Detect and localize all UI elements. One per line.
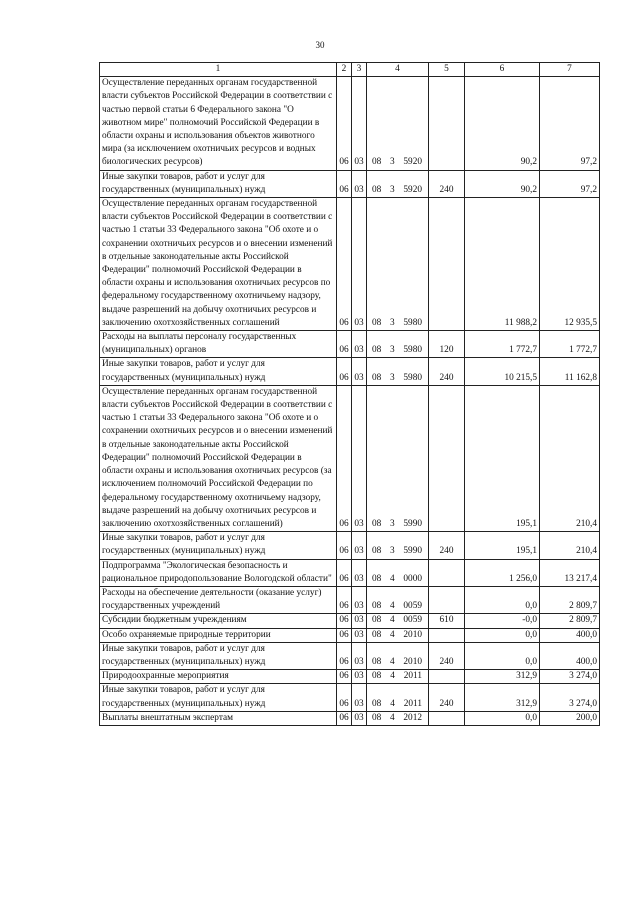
- budget-table: [99, 62, 600, 726]
- row-description: Осуществление переданных органам государственной власти субъектов Российской Федерации в соответствии с частью 1 статьи 33 Федерального закона "Об охоте и о сохранении охотничьих ресурсов и о внесении изменений в отдельные законодательные акты Российской Федерации" полномочий Российской Федерации в области охраны и использования охотничьих ресурсов (за исключением полномочий Российской Федерации по федеральному государственному охотничьему надзору, выдаче разрешений на добычу охотничьих ресурсов и заключению охотхозяйственных соглашений): [100, 385, 337, 531]
- row-amount-col7: 13 217,4: [540, 559, 600, 586]
- row-expense-type: [429, 385, 465, 531]
- row-expense-type: 240: [429, 642, 465, 669]
- row-amount-col6: 1 772,7: [465, 331, 540, 358]
- row-code-direction: 2012: [403, 712, 422, 723]
- row-code-col4: [367, 532, 429, 559]
- row-code-subprogram: 4: [390, 601, 395, 612]
- table-row: [100, 684, 600, 711]
- row-description: Иные закупки товаров, работ и услуг для государственных (муниципальных) нужд: [100, 532, 337, 559]
- table-row: [100, 331, 600, 358]
- row-amount-col7: 2 809,7: [540, 614, 600, 628]
- row-code-direction: 5980: [403, 345, 422, 356]
- row-amount-col6: 0,0: [465, 586, 540, 613]
- row-code-col3: 03: [352, 358, 367, 385]
- row-expense-type: 240: [429, 532, 465, 559]
- row-amount-col6: 195,1: [465, 532, 540, 559]
- row-code-col3: 03: [352, 684, 367, 711]
- row-code-program: 08: [372, 671, 382, 682]
- row-code-direction: 5980: [403, 372, 422, 383]
- row-code-col4: [367, 77, 429, 170]
- row-amount-col6: 0,0: [465, 711, 540, 725]
- row-code-col2: 06: [337, 642, 352, 669]
- row-code-col4: [367, 586, 429, 613]
- row-code-subprogram: 3: [390, 317, 395, 328]
- header-col-2: 2: [337, 63, 352, 77]
- row-expense-type: [429, 628, 465, 642]
- row-code-col4: [367, 711, 429, 725]
- row-expense-type: [429, 670, 465, 684]
- row-code-col3: 03: [352, 198, 367, 331]
- row-code-subprogram: 3: [390, 518, 395, 529]
- row-code-program: 08: [372, 184, 382, 195]
- row-code-col4: [367, 198, 429, 331]
- row-code-direction: 2011: [403, 671, 422, 682]
- row-description: Особо охраняемые природные территории: [100, 628, 337, 642]
- row-code-col2: 06: [337, 711, 352, 725]
- row-description: Осуществление переданных органам государственной власти субъектов Российской Федерации в соответствии с частью 1 статьи 33 Федерального закона "Об охоте и о сохранении охотничьих ресурсов и о внесении изменений в отдельные законодательные акты Российской Федерации" полномочий Российской Федерации в области охраны и использования охотничьих ресурсов по федеральному государственному охотничьему надзору, выдаче разрешений на добычу охотничьих ресурсов и заключению охотхозяйственных соглашений: [100, 198, 337, 331]
- header-col-4: 4: [367, 63, 429, 77]
- row-code-col3: 03: [352, 628, 367, 642]
- row-code-col4: [367, 670, 429, 684]
- row-code-col2: 06: [337, 331, 352, 358]
- row-expense-type: [429, 198, 465, 331]
- table-row: [100, 614, 600, 628]
- row-expense-type: [429, 586, 465, 613]
- row-amount-col7: 210,4: [540, 385, 600, 531]
- row-code-col3: 03: [352, 532, 367, 559]
- row-amount-col6: 0,0: [465, 628, 540, 642]
- row-amount-col7: 12 935,5: [540, 198, 600, 331]
- row-code-program: 08: [372, 601, 382, 612]
- row-code-col4: [367, 331, 429, 358]
- table-row: [100, 358, 600, 385]
- row-amount-col6: 0,0: [465, 642, 540, 669]
- table-row: [100, 586, 600, 613]
- row-code-col2: 06: [337, 198, 352, 331]
- row-code-subprogram: 4: [390, 573, 395, 584]
- row-amount-col6: -0,0: [465, 614, 540, 628]
- row-code-program: 08: [372, 345, 382, 356]
- row-description: Осуществление переданных органам государственной власти субъектов Российской Федерации в соответствии с частью первой статьи 6 Федерального закона "О животном мире" полномочий Российской Федерации в области охраны и использования объектов животного мира (за исключением охотничьих ресурсов и водных биологических ресурсов): [100, 77, 337, 170]
- row-amount-col6: 195,1: [465, 385, 540, 531]
- row-code-direction: 2010: [403, 629, 422, 640]
- row-description: Подпрограмма "Экологическая безопасность и рациональное природопользование Вологодской области": [100, 559, 337, 586]
- row-code-direction: 2010: [403, 656, 422, 667]
- row-code-direction: 5990: [403, 518, 422, 529]
- row-code-col3: 03: [352, 385, 367, 531]
- row-code-direction: 0059: [403, 601, 422, 612]
- row-amount-col7: 400,0: [540, 642, 600, 669]
- row-code-col3: 03: [352, 331, 367, 358]
- row-code-subprogram: 3: [390, 184, 395, 195]
- row-amount-col7: 3 274,0: [540, 670, 600, 684]
- row-code-col4: [367, 614, 429, 628]
- row-code-program: 08: [372, 615, 382, 626]
- header-col-7: 7: [540, 63, 600, 77]
- row-description: Иные закупки товаров, работ и услуг для государственных (муниципальных) нужд: [100, 358, 337, 385]
- row-code-direction: 5920: [403, 157, 422, 168]
- row-code-direction: 2011: [403, 698, 422, 709]
- row-code-subprogram: 3: [390, 345, 395, 356]
- row-amount-col7: 1 772,7: [540, 331, 600, 358]
- table-row: [100, 532, 600, 559]
- row-code-subprogram: 4: [390, 615, 395, 626]
- row-code-subprogram: 4: [390, 712, 395, 723]
- row-code-subprogram: 4: [390, 629, 395, 640]
- row-code-direction: 0059: [403, 615, 422, 626]
- row-expense-type: 240: [429, 358, 465, 385]
- row-description: Расходы на выплаты персоналу государственных (муниципальных) органов: [100, 331, 337, 358]
- row-expense-type: 240: [429, 170, 465, 197]
- row-code-col4: [367, 628, 429, 642]
- row-code-col2: 06: [337, 170, 352, 197]
- table-row: [100, 559, 600, 586]
- row-code-col4: [367, 385, 429, 531]
- header-col-3: 3: [352, 63, 367, 77]
- row-code-col3: 03: [352, 559, 367, 586]
- row-code-col2: 06: [337, 670, 352, 684]
- row-description: Иные закупки товаров, работ и услуг для государственных (муниципальных) нужд: [100, 642, 337, 669]
- row-code-col3: 03: [352, 670, 367, 684]
- row-code-program: 08: [372, 629, 382, 640]
- table-row: [100, 670, 600, 684]
- row-amount-col6: 90,2: [465, 170, 540, 197]
- row-code-subprogram: 3: [390, 157, 395, 168]
- row-description: Иные закупки товаров, работ и услуг для государственных (муниципальных) нужд: [100, 170, 337, 197]
- row-code-col3: 03: [352, 586, 367, 613]
- row-code-col3: 03: [352, 642, 367, 669]
- row-amount-col6: 90,2: [465, 77, 540, 170]
- row-amount-col7: 11 162,8: [540, 358, 600, 385]
- row-amount-col7: 97,2: [540, 170, 600, 197]
- row-code-col2: 06: [337, 628, 352, 642]
- row-code-direction: 5920: [403, 184, 422, 195]
- row-amount-col7: 2 809,7: [540, 586, 600, 613]
- row-code-col4: [367, 559, 429, 586]
- row-code-col2: 06: [337, 614, 352, 628]
- table-header-row: [100, 63, 600, 77]
- row-amount-col6: 312,9: [465, 670, 540, 684]
- table-row: [100, 198, 600, 331]
- row-code-direction: 0000: [403, 573, 422, 584]
- row-amount-col7: 97,2: [540, 77, 600, 170]
- row-code-program: 08: [372, 372, 382, 383]
- row-code-subprogram: 4: [390, 698, 395, 709]
- row-code-subprogram: 3: [390, 546, 395, 557]
- row-code-col2: 06: [337, 559, 352, 586]
- row-description: Выплаты внештатным экспертам: [100, 711, 337, 725]
- row-code-col3: 03: [352, 170, 367, 197]
- row-code-program: 08: [372, 317, 382, 328]
- row-code-program: 08: [372, 656, 382, 667]
- row-code-subprogram: 3: [390, 372, 395, 383]
- row-description: Расходы на обеспечение деятельности (оказание услуг) государственных учреждений: [100, 586, 337, 613]
- row-code-program: 08: [372, 698, 382, 709]
- row-expense-type: 610: [429, 614, 465, 628]
- row-expense-type: 120: [429, 331, 465, 358]
- row-code-direction: 5990: [403, 546, 422, 557]
- row-code-col4: [367, 642, 429, 669]
- table-row: [100, 711, 600, 725]
- table-row: [100, 385, 600, 531]
- row-description: Иные закупки товаров, работ и услуг для государственных (муниципальных) нужд: [100, 684, 337, 711]
- row-code-col3: 03: [352, 711, 367, 725]
- header-col-6: 6: [465, 63, 540, 77]
- table-row: [100, 642, 600, 669]
- row-code-col3: 03: [352, 614, 367, 628]
- row-code-subprogram: 4: [390, 656, 395, 667]
- row-code-direction: 5980: [403, 317, 422, 328]
- table-row: [100, 77, 600, 170]
- row-amount-col6: 312,9: [465, 684, 540, 711]
- row-code-program: 08: [372, 518, 382, 529]
- page-number: 30: [315, 40, 325, 50]
- row-code-col2: 06: [337, 586, 352, 613]
- row-code-col4: [367, 170, 429, 197]
- table-row: [100, 170, 600, 197]
- row-code-program: 08: [372, 712, 382, 723]
- row-code-program: 08: [372, 546, 382, 557]
- row-code-col2: 06: [337, 77, 352, 170]
- row-code-col2: 06: [337, 358, 352, 385]
- row-expense-type: 240: [429, 684, 465, 711]
- row-code-col3: 03: [352, 77, 367, 170]
- row-amount-col7: 400,0: [540, 628, 600, 642]
- row-amount-col6: 11 988,2: [465, 198, 540, 331]
- row-amount-col6: 1 256,0: [465, 559, 540, 586]
- row-expense-type: [429, 711, 465, 725]
- row-code-col4: [367, 684, 429, 711]
- row-amount-col7: 210,4: [540, 532, 600, 559]
- row-code-col2: 06: [337, 532, 352, 559]
- row-amount-col7: 200,0: [540, 711, 600, 725]
- row-code-program: 08: [372, 157, 382, 168]
- header-col-5: 5: [429, 63, 465, 77]
- row-amount-col7: 3 274,0: [540, 684, 600, 711]
- row-code-col2: 06: [337, 385, 352, 531]
- table-row: [100, 628, 600, 642]
- row-code-col2: 06: [337, 684, 352, 711]
- row-description: Субсидии бюджетным учреждениям: [100, 614, 337, 628]
- row-code-col4: [367, 358, 429, 385]
- header-col-1: 1: [100, 63, 337, 77]
- row-code-program: 08: [372, 573, 382, 584]
- row-description: Природоохранные мероприятия: [100, 670, 337, 684]
- row-amount-col6: 10 215,5: [465, 358, 540, 385]
- row-expense-type: [429, 559, 465, 586]
- row-expense-type: [429, 77, 465, 170]
- row-code-subprogram: 4: [390, 671, 395, 682]
